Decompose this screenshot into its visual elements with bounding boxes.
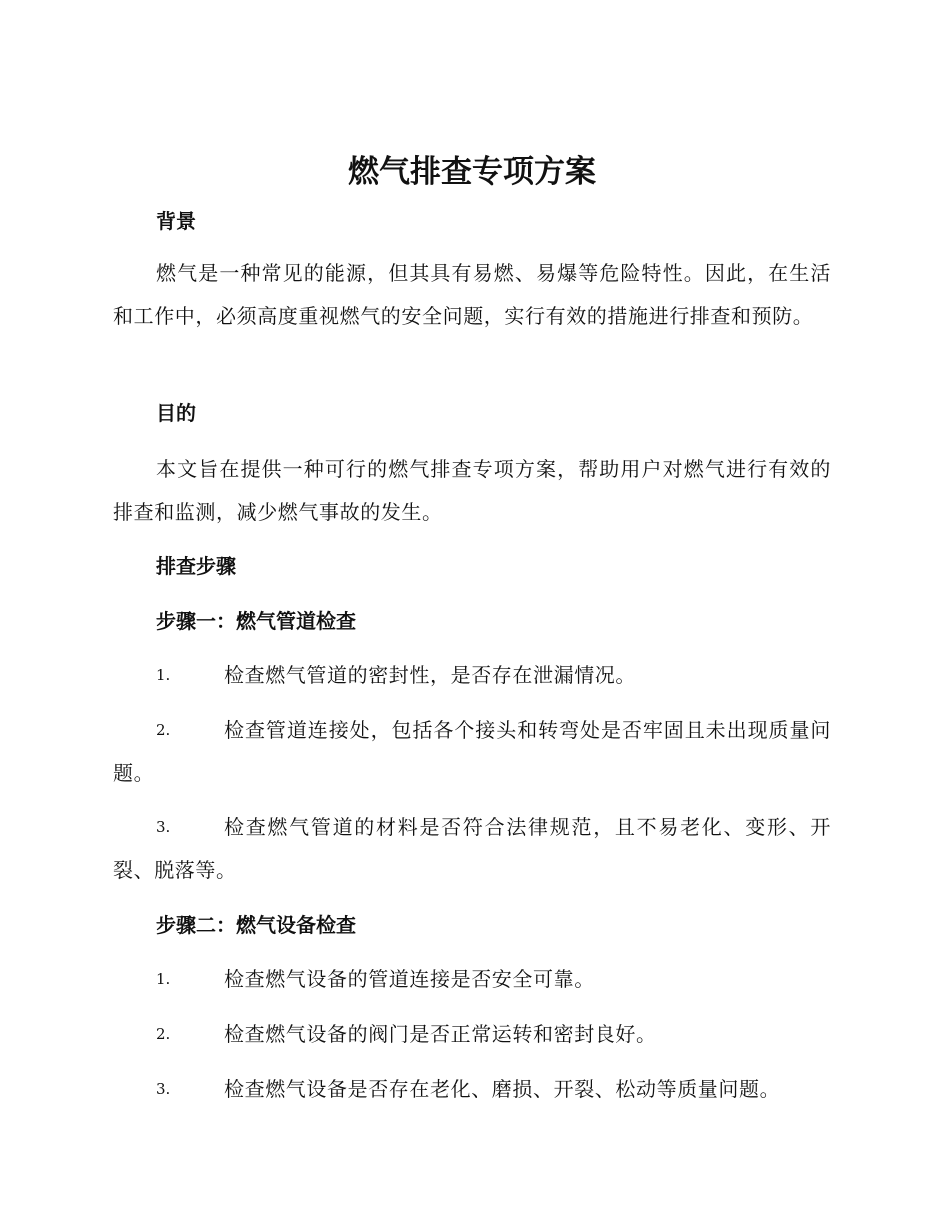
list-item-text: 检查燃气管道的材料是否符合法律规范，且不易老化、变形、开裂、脱落等。 [113, 815, 831, 882]
list-item-number: 1. [156, 666, 171, 684]
list-item [113, 1013, 831, 1056]
list-item-number: 3. [156, 1080, 171, 1098]
list-item-text: 检查管道连接处，包括各个接头和转弯处是否牢固且未出现质量问题。 [113, 718, 831, 785]
heading-steps: 排查步骤 [156, 554, 236, 578]
paragraph-purpose: 本文旨在提供一种可行的燃气排查专项方案，帮助用户对燃气进行有效的排查和监测，减少燃气事故的发生。 [113, 457, 831, 524]
list-item-number: 2. [156, 1025, 171, 1043]
list-item-text: 检查燃气管道的密封性，是否存在泄漏情况。 [224, 663, 636, 687]
list-item-number: 2. [156, 721, 171, 739]
heading-step-2: 步骤二：燃气设备检查 [156, 913, 356, 937]
paragraph-background: 燃气是一种常见的能源，但其具有易燃、易爆等危险特性。因此，在生活和工作中，必须高度重视燃气的安全问题，实行有效的措施进行排查和预防。 [113, 261, 831, 328]
list-item-number: 1. [156, 970, 171, 988]
list-item-text: 检查燃气设备的阀门是否正常运转和密封良好。 [224, 1022, 657, 1046]
list-item-text: 检查燃气设备的管道连接是否安全可靠。 [224, 967, 595, 991]
heading-step-1: 步骤一：燃气管道检查 [156, 609, 356, 633]
list-item [113, 654, 831, 697]
list-item [113, 958, 831, 1001]
document-title: 燃气排查专项方案 [348, 154, 596, 190]
list-item [113, 709, 831, 794]
heading-background: 背景 [156, 209, 196, 233]
heading-purpose: 目的 [156, 401, 196, 425]
list-item [113, 1068, 831, 1111]
list-item-number: 3. [156, 818, 171, 836]
list-item [113, 806, 831, 891]
list-item-text: 检查燃气设备是否存在老化、磨损、开裂、松动等质量问题。 [224, 1077, 781, 1101]
